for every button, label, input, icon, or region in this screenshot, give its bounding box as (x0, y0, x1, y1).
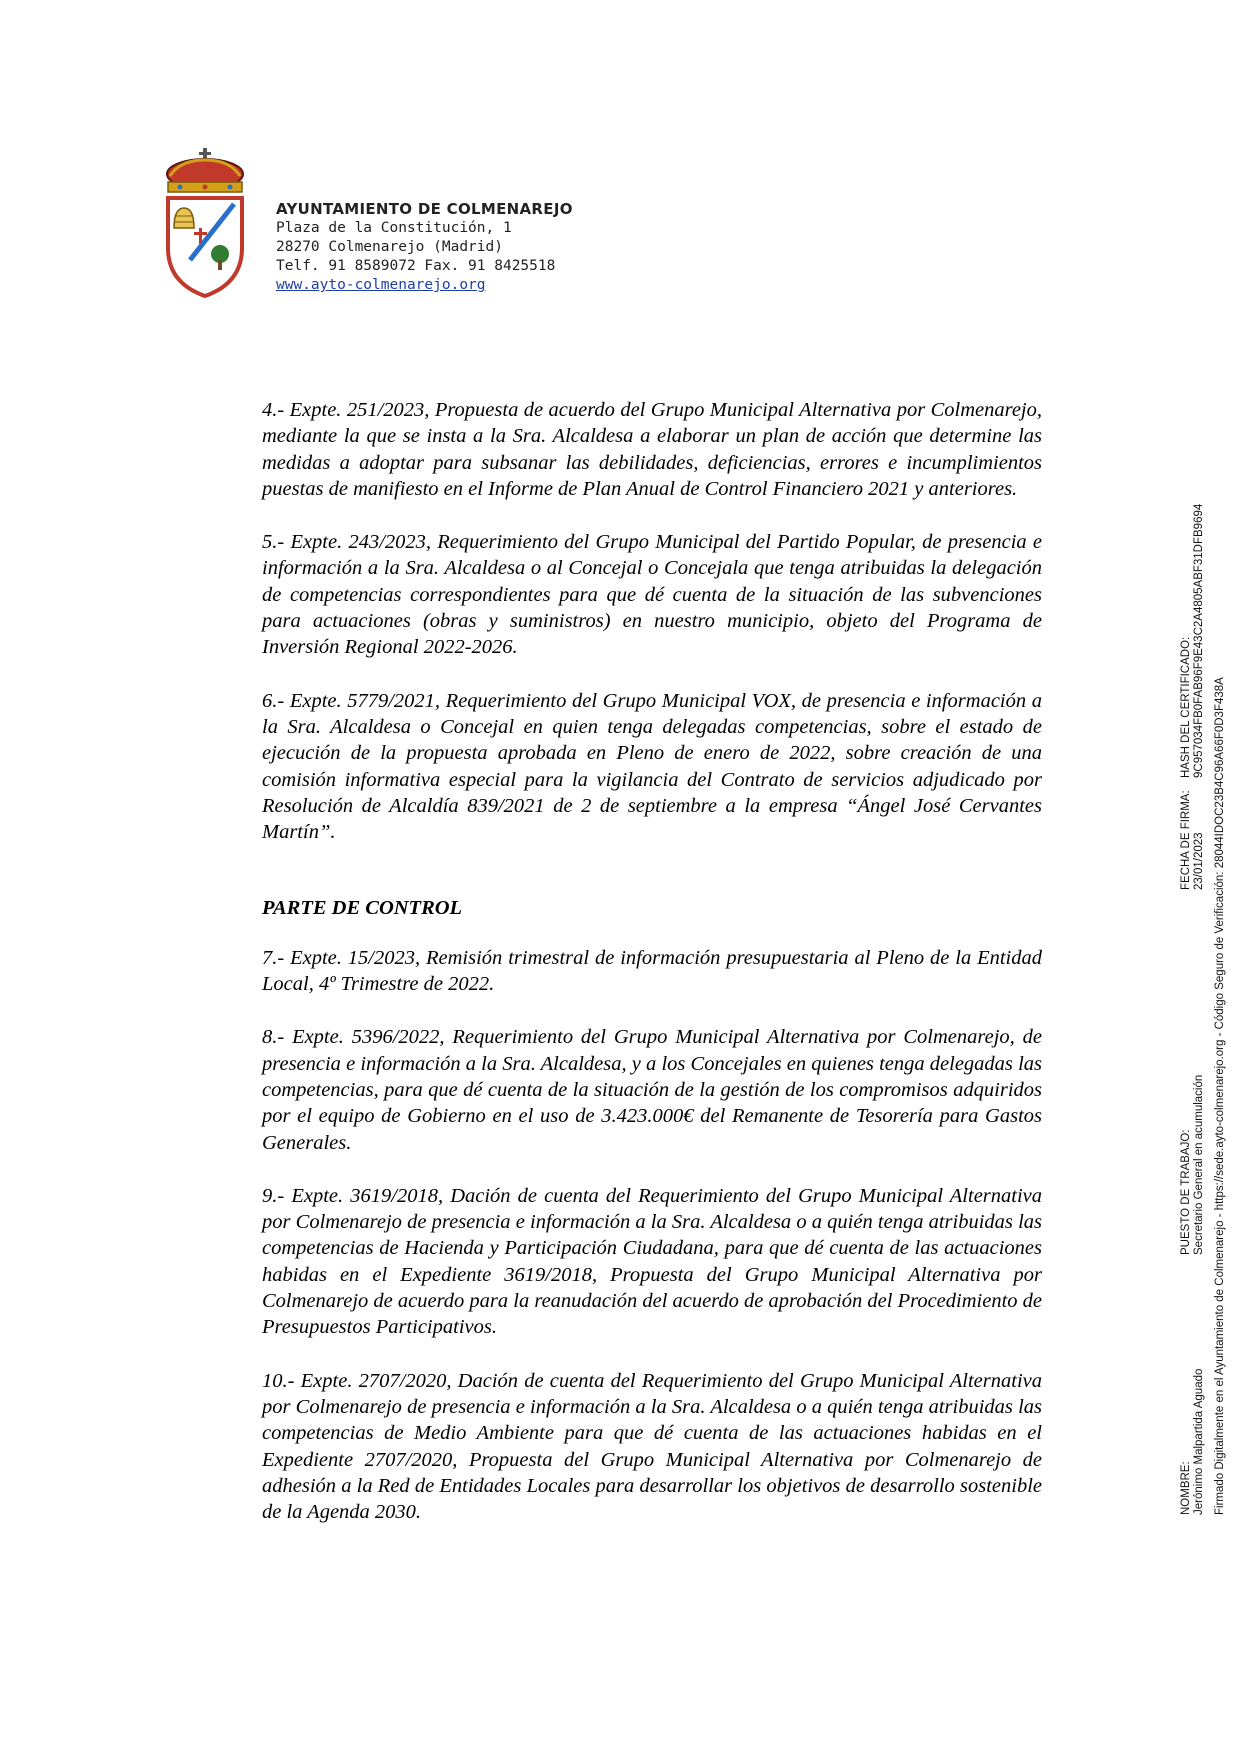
item-number: 7.- (262, 946, 285, 969)
digital-signature-strip (1180, 503, 1240, 1515)
signer-position-block (1180, 1075, 1206, 1255)
item-number: 4.- (262, 399, 285, 421)
agenda-item-4 (262, 397, 1042, 502)
agenda-item-5 (262, 529, 1042, 660)
item-number: 10.- (262, 1369, 295, 1392)
signer-name-block (1180, 1369, 1206, 1515)
certificate-hash-block (1180, 504, 1206, 778)
item-text: Expte. 2707/2020, Dación de cuenta del Requerimiento del Grupo Municipal Alternativa por Colmenarejo de presencia e información a la Sra. Alcaldesa o a quién tenga atribuidas las competencias de Medio Ambiente para que dé cuenta de las actuaciones habidas en el Expediente 2707/2020, Propuesta del Grupo Municipal Alternativa por Colmenarejo de adhesión a la Red de Entidades Locales para desarrollar los objetivos de desarrollo sostenible de la Agenda 2030. (262, 1369, 1042, 1524)
item-text: Expte. 3619/2018, Dación de cuenta del Requerimiento del Grupo Municipal Alternativa por Colmenarejo de presencia e información a la Sra. Alcaldesa o a quién tenga atribuidas las competencias de Hacienda y Participación Ciudadana, para que dé cuenta de las actuaciones habidas en el Expediente 3619/2018, Propuesta del Grupo Municipal Alternativa por Colmenarejo de acuerdo para la reanudación del acuerdo de aprobación del Procedimiento de Presupuestos Participativos. (262, 1184, 1043, 1339)
item-text: Expte. 5779/2021, Requerimiento del Grupo Municipal VOX, de presencia e información a la Sra. Alcaldesa o Concejal en quien tenga delegadas competencias, sobre el estado de ejecución de la propuesta aprobada en Pleno de enero de 2022, sobre creación de una comisión informativa especial para la vigilancia del Contrato de servicios adjudicado por Resolución de Alcaldía 839/2021 de 2 de septiembre a la empresa “Ángel José Cervantes Martín”. (262, 689, 1042, 844)
item-number: 9.- (262, 1184, 285, 1207)
letterhead-address (276, 200, 573, 295)
signature-date-block (1180, 790, 1206, 890)
address-line-2: 28270 Colmenarejo (Madrid) (276, 239, 503, 255)
agenda-item-9 (262, 1183, 1042, 1341)
item-number: 8.- (262, 1026, 285, 1049)
address-line-1: Plaza de la Constitución, 1 (276, 220, 512, 236)
phone-fax: Telf. 91 8589072 Fax. 91 8425518 (276, 258, 556, 274)
website-link[interactable]: www.ayto-colmenarejo.org (276, 277, 486, 293)
signer-name-label: NOMBRE: (1180, 1461, 1192, 1515)
signer-position-value: Secretario General en acumulación (1193, 1074, 1205, 1255)
signature-date-value: 23/01/2023 (1193, 832, 1205, 890)
agenda-item-6 (262, 688, 1042, 846)
agenda-item-10 (262, 1368, 1042, 1526)
letterhead (160, 148, 620, 308)
item-number: 5.- (262, 531, 285, 554)
certificate-hash-label: HASH DEL CERTIFICADO: (1180, 636, 1192, 778)
signature-verification-footer: Firmado Digitalmente en el Ayuntamiento de Colmenarejo - https://sede.ayto-colmenarejo.org - Código Seguro de Verificación: 28044IDOC23B4C96A66F0D3F438A (1214, 677, 1226, 1515)
item-text: Expte. 251/2023, Propuesta de acuerdo del Grupo Municipal Alternativa por Colmenarejo, mediante la que se insta a la Sra. Alcaldesa a elaborar un plan de acción que determine las medidas a adoptar para subsanar las debilidades, deficiencias, errores e incumplimientos puestas de manifiesto en el Informe de Plan Anual de Control Financiero 2021 y anteriores. (262, 399, 1042, 500)
coat-of-arms-logo (160, 148, 250, 298)
section-heading: PARTE DE CONTROL (262, 897, 463, 920)
certificate-hash-value: 9C957034FB0FAB96F9E43C2A4805ABF31DFB9694 (1193, 503, 1205, 778)
item-number: 6.- (262, 689, 285, 712)
signer-position-label: PUESTO DE TRABAJO: (1180, 1129, 1192, 1255)
item-text: Expte. 5396/2022, Requerimiento del Grupo Municipal Alternativa por Colmenarejo, de presencia e información a la Sra. Alcaldesa, y a los Concejales en quienes tenga delegadas las competencias, para que dé cuenta de la situación de la gestión de los compromisos adquiridos por el equipo de Gobierno en el uso de 3.423.000€ del Remanente de Tesorería para Gastos Generales. (262, 1026, 1043, 1154)
agenda-item-7 (262, 945, 1042, 998)
organization-name: AYUNTAMIENTO DE COLMENAREJO (276, 200, 573, 218)
item-text: Expte. 243/2023, Requerimiento del Grupo Municipal del Partido Popular, de presencia e información a la Sra. Alcaldesa o al Concejal o Concejala que tenga atribuidas la delegación de competencias correspondientes para que dé cuenta de la situación de las subvenciones para actuaciones (obras y suministros) en nuestro municipio, objeto del Programa de Inversión Regional 2022-2026. (262, 531, 1042, 659)
signer-name-value: Jerónimo Malpartida Aguado (1193, 1368, 1205, 1515)
signature-date-label: FECHA DE FIRMA: (1180, 790, 1192, 890)
item-text: Expte. 15/2023, Remisión trimestral de información presupuestaria al Pleno de la Entidad Local, 4º Trimestre de 2022. (262, 946, 1042, 996)
agenda-item-8 (262, 1024, 1042, 1155)
document-body (262, 397, 1042, 1552)
